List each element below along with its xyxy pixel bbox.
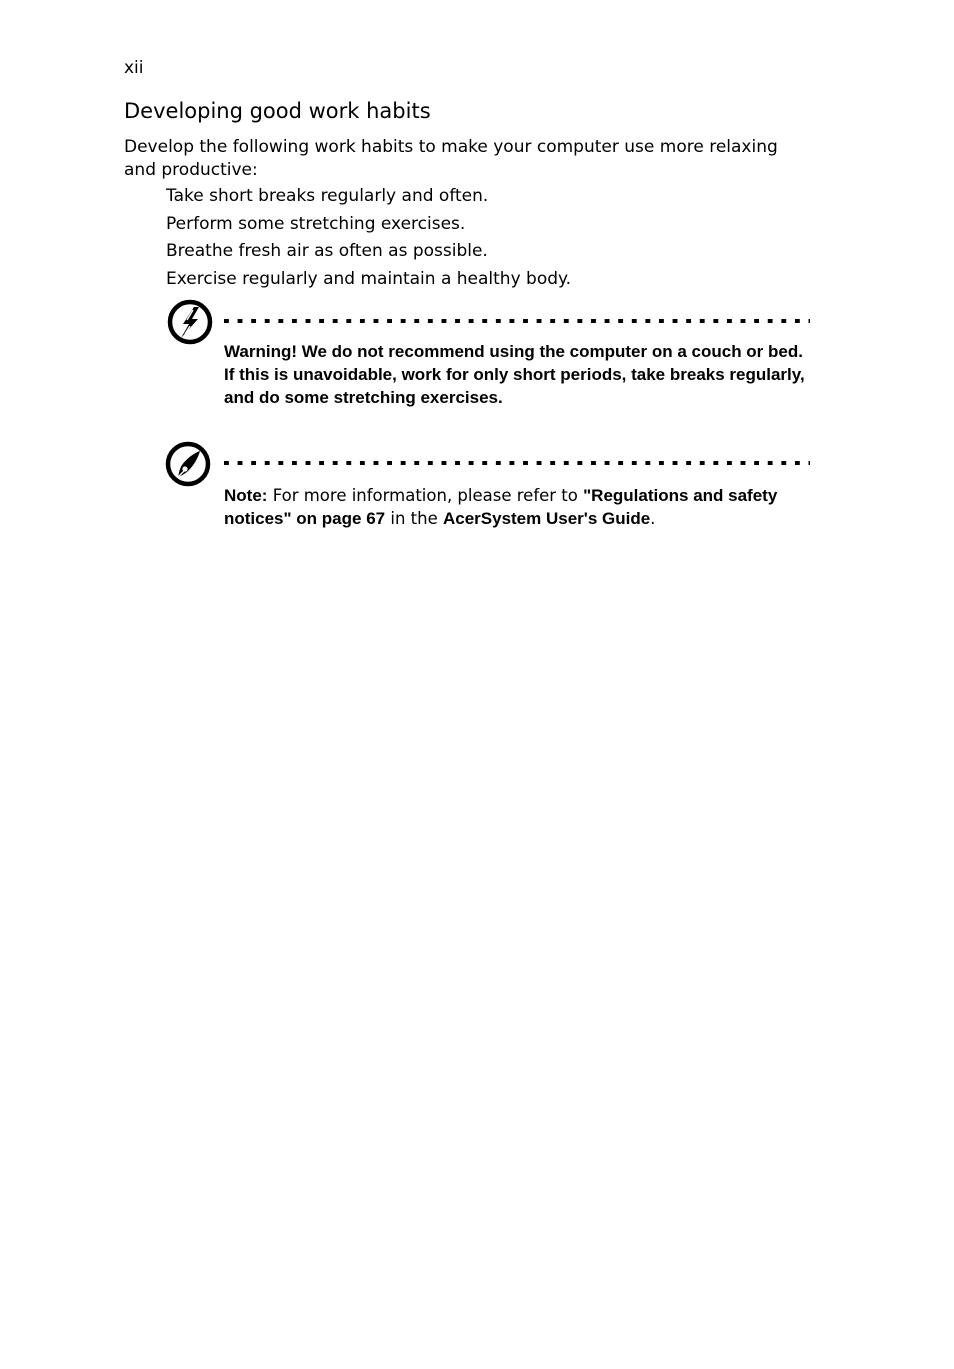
warning-divider: [224, 319, 810, 323]
note-divider: [224, 461, 810, 465]
list-item: Breathe fresh air as often as possible.: [166, 241, 488, 262]
section-title: Developing good work habits: [124, 99, 431, 123]
habit-list: [166, 186, 571, 296]
note-pen-icon: [164, 440, 212, 488]
guide-name: AcerSystem User's Guide: [442, 509, 651, 528]
note-text-before: For more information, please refer to: [267, 486, 584, 505]
list-item: Perform some stretching exercises.: [166, 213, 466, 234]
list-item: Exercise regularly and maintain a healthy body.: [166, 268, 572, 289]
warning-text: Warning! We do not recommend using the computer on a couch or bed. If this is unavoidable, work for only short periods, take breaks regularly, and do some stretching exercises.: [224, 342, 805, 407]
note-text-middle: in the: [385, 509, 443, 528]
note-text: [224, 484, 810, 530]
note-label: Note:: [224, 486, 268, 505]
list-item: Take short breaks regularly and often.: [166, 186, 489, 206]
page-number: xii: [124, 58, 144, 78]
intro-paragraph: Develop the following work habits to make your computer use more relaxing and productive:: [124, 137, 778, 180]
note-text-after: .: [650, 509, 656, 528]
warning-lightning-icon: [166, 298, 214, 346]
regulations-link[interactable]: "Regulations and safety notices" on page 67: [224, 486, 778, 528]
